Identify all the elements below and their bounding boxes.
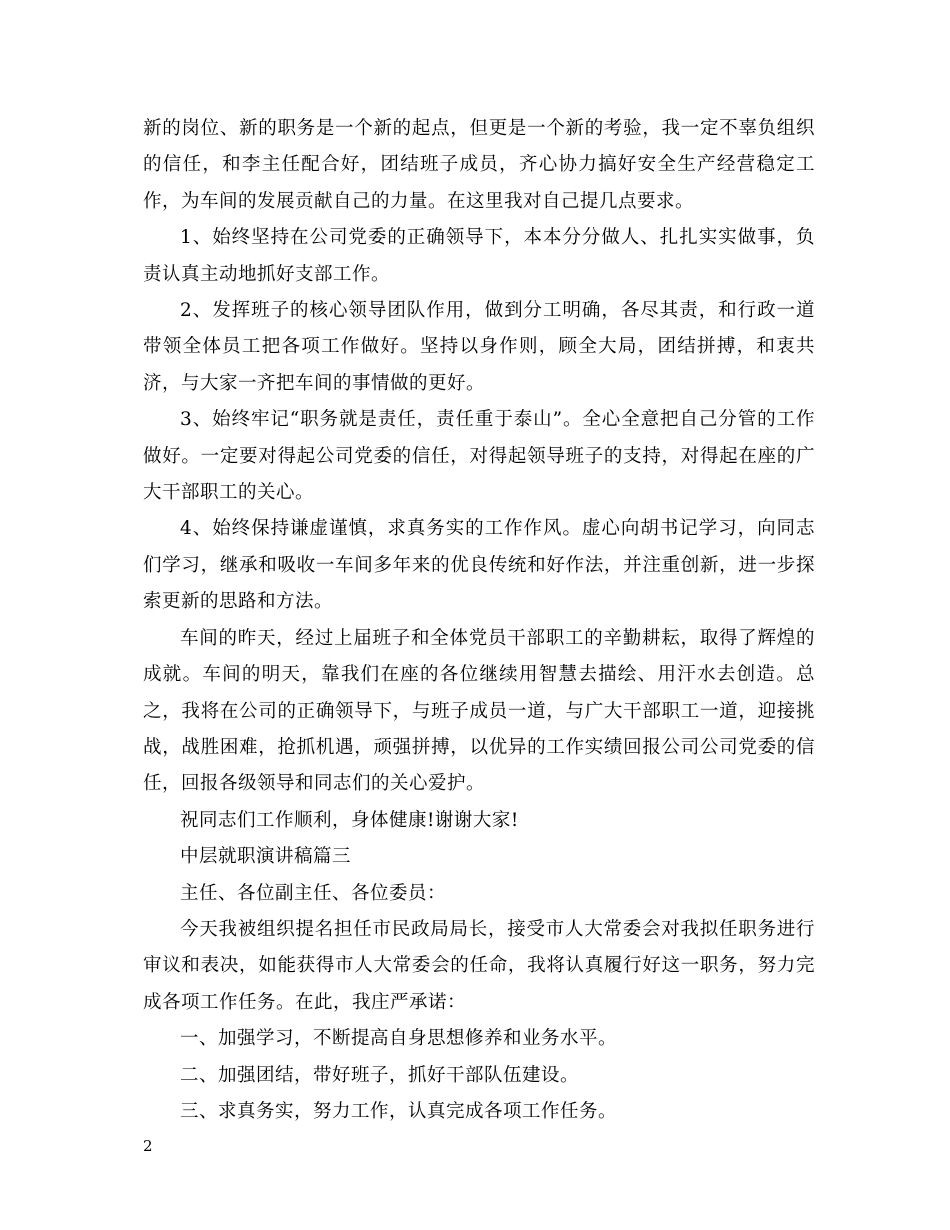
paragraph-wishes: 祝同志们工作顺利，身体健康!谢谢大家! <box>180 809 519 831</box>
pledge-item-2: 二、加强团结，带好班子，抓好干部队伍建设。 <box>180 1064 580 1086</box>
salutation: 主任、各位副主任、各位委员： <box>180 882 447 904</box>
pledge-item-1: 一、加强学习，不断提高自身思想修养和业务水平。 <box>180 1028 618 1050</box>
paragraph-continuation: 新的岗位、新的职务是一个新的起点，但更是一个新的考验，我一定不辜负组织的信任，和李主任配合好，团结班子成员，齐心协力搞好安全生产经营稳定工作，为车间的发展贡献自己的力量。在这里我对自己提几点要求。 <box>143 118 815 212</box>
paragraph-requirement-1: 1、始终坚持在公司党委的正确领导下，本本分分做人、扎扎实实做事，负责认真主动地抓好支部工作。 <box>143 227 815 285</box>
pledge-item-3: 三、求真务实，努力工作，认真完成各项工作任务。 <box>180 1100 618 1122</box>
page-number: 2 <box>143 1137 153 1155</box>
paragraph-introduction: 今天我被组织提名担任市民政局局长，接受市人大常委会对我拟任职务进行审议和表决，如能获得市人大常委会的任命，我将认真履行好这一职务，努力完成各项工作任务。在此，我庄严承诺： <box>143 918 815 1013</box>
paragraph-closing: 车间的昨天，经过上届班子和全体党员干部职工的辛勤耕耘，取得了辉煌的成就。车间的明天，靠我们在座的各位继续用智慧去描绘、用汗水去创造。总之，我将在公司的正确领导下，与班子成员一道，与广大干部职工一道，迎接挑战，战胜困难，抢抓机遇，顽强拼搏，以优异的工作实绩回报公司公司党委的信任，回报各级领导和同志们的关心爱护。 <box>143 627 815 795</box>
section-heading: 中层就职演讲稿篇三 <box>180 846 352 868</box>
paragraph-requirement-4: 4、始终保持谦虚谨慎，求真务实的工作作风。虚心向胡书记学习，向同志们学习，继承和吸收一车间多年来的优良传统和好作法，并注重创新，进一步探索更新的思路和方法。 <box>143 518 815 613</box>
document-body <box>143 111 815 1130</box>
paragraph-requirement-2: 2、发挥班子的核心领导团队作用，做到分工明确，各尽其责，和行政一道带领全体员工把各项工作做好。坚持以身作则，顾全大局，团结拼搏，和衷共济，与大家一齐把车间的事情做的更好。 <box>143 300 815 394</box>
paragraph-requirement-3: 3、始终牢记“职务就是责任，责任重于泰山”。全心全意把自己分管的工作做好。一定要对得起公司党委的信任，对得起领导班子的支持，对得起在座的广大干部职工的关心。 <box>143 409 815 504</box>
